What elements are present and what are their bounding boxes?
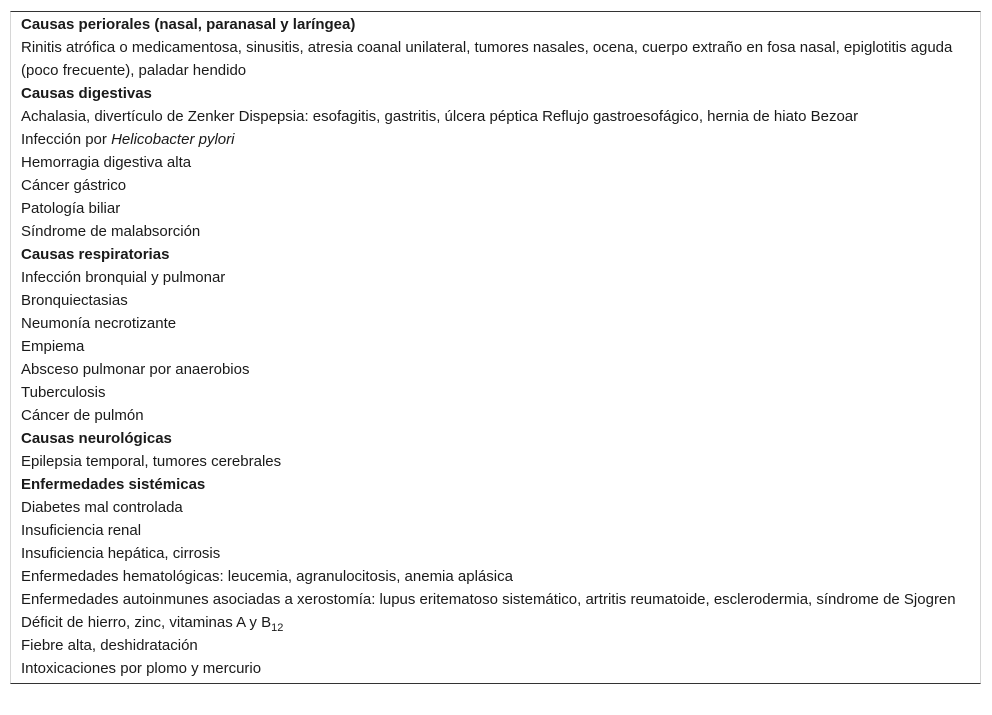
table-row: Insuficiencia renal — [21, 522, 142, 539]
table-row: Intoxicaciones por plomo y mercurio — [21, 660, 262, 677]
table-row: Patología biliar — [21, 200, 121, 217]
helicobacter-species: Helicobacter pylori — [111, 131, 235, 148]
table-row: Rinitis atrófica o medicamentosa, sinusitis, atresia coanal unilateral, tumores nasales, ocena, cuerpo extraño en fosa nasal, epiglotitis aguda (poco frecuente), paladar hendido — [21, 39, 953, 79]
section-heading-periorales: Causas periorales (nasal, paranasal y laríngea) — [21, 16, 356, 33]
table-row: Fiebre alta, deshidratación — [21, 637, 198, 654]
deficit-subscript: 12 — [271, 622, 284, 634]
table-row: Achalasia, divertículo de Zenker Dispepsia: esofagitis, gastritis, úlcera péptica Reflujo gastroesofágico, hernia de hiato Bezoar — [21, 108, 859, 125]
table-row: Tuberculosis — [21, 384, 106, 401]
helicobacter-prefix: Infección por — [21, 131, 112, 148]
table-row-deficit — [11, 611, 980, 634]
table-row: Insuficiencia hepática, cirrosis — [21, 545, 221, 562]
table-row: Bronquiectasias — [21, 292, 128, 309]
table-row-helicobacter — [11, 128, 980, 151]
table-row: Cáncer gástrico — [21, 177, 127, 194]
section-heading-sistemicas: Enfermedades sistémicas — [21, 476, 206, 493]
section-heading-respiratorias: Causas respiratorias — [21, 246, 170, 263]
table-row: Infección bronquial y pulmonar — [21, 269, 226, 286]
table-row: Diabetes mal controlada — [21, 499, 183, 516]
table-row: Síndrome de malabsorción — [21, 223, 201, 240]
table-row: Hemorragia digestiva alta — [21, 154, 192, 171]
table-row: Neumonía necrotizante — [21, 315, 177, 332]
table-row: Cáncer de pulmón — [21, 407, 144, 424]
section-heading-digestivas: Causas digestivas — [21, 85, 152, 102]
table-row: Enfermedades hematológicas: leucemia, agranulocitosis, anemia aplásica — [21, 568, 513, 585]
table-row: Empiema — [21, 338, 85, 355]
deficit-text: Déficit de hierro, zinc, vitaminas A y B — [21, 614, 272, 631]
table-row: Absceso pulmonar por anaerobios — [21, 361, 250, 378]
section-heading-neurologicas: Causas neurológicas — [21, 430, 172, 447]
causes-table — [10, 11, 981, 684]
table-row: Enfermedades autoinmunes asociadas a xerostomía: lupus eritematoso sistemático, artritis reumatoide, esclerodermia, síndrome de Sjogren — [21, 591, 956, 608]
table-row: Epilepsia temporal, tumores cerebrales — [21, 453, 282, 470]
